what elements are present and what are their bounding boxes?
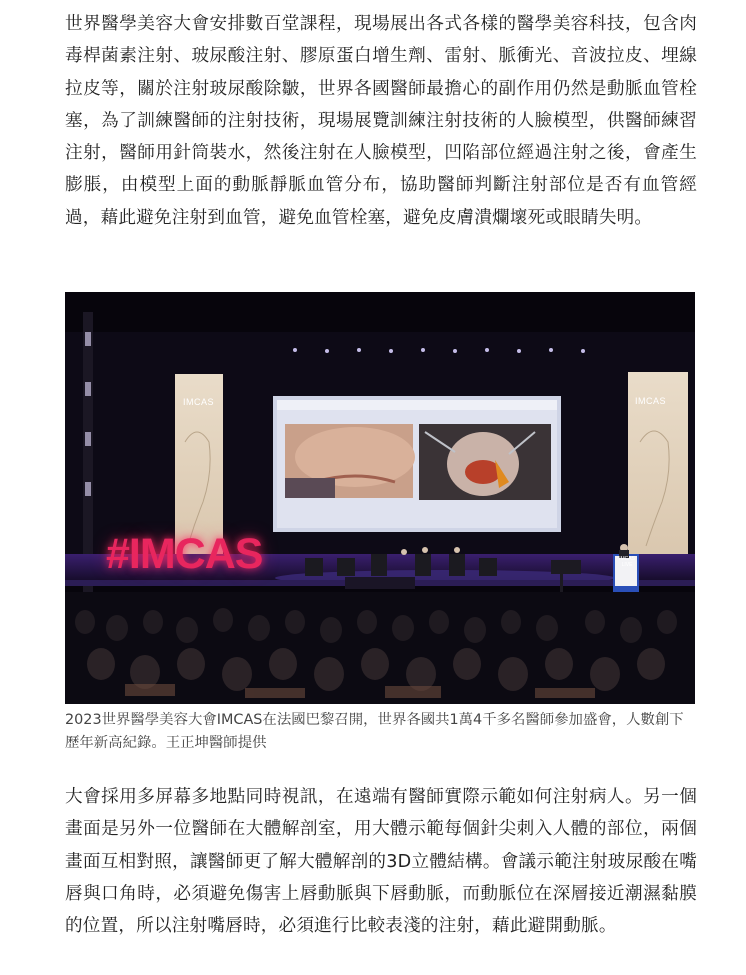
left-banner-label: IMCAS [183, 397, 215, 407]
photo-caption: 2023世界醫學美容大會IMCAS在法國巴黎召開，世界各國共1萬4千多名醫師參加盛會，人數創下歷年新高紀錄。王正坤醫師提供 [65, 712, 684, 751]
imcas-stage-logo: #IMCAS [106, 530, 263, 578]
conference-photo [65, 292, 695, 704]
podium-label: IMCAS LIVE [619, 556, 635, 568]
article-paragraph-1: 世界醫學美容大會安排數百堂課程，現場展出各式各樣的醫學美容科技，包含肉毒桿菌素注射、玻尿酸注射、膠原蛋白增生劑、雷射、脈衝光、音波拉皮、埋線拉皮等，關於注射玻尿酸除皺，世界各國醫師最擔心的副作用仍然是動脈血管栓塞，為了訓練醫師的注射技術，現場展覽訓練注射技術的人臉模型，供醫師練習注射，醫師用針筒裝水，然後注射在人臉模型，凹陷部位經過注射之後，會產生膨脹，由模型上面的動脈靜脈血管分布，協助醫師判斷注射部位是否有血管經過，藉此避免注射到血管，避免血管栓塞，避免皮膚潰爛壞死或眼睛失明。 [65, 14, 697, 228]
conference-hall-scene [65, 292, 695, 704]
right-banner-label: IMCAS [635, 396, 667, 406]
article-paragraph-2: 大會採用多屏幕多地點同時視訊，在遠端有醫師實際示範如何注射病人。另一個畫面是另外一位醫師在大體解剖室，用大體示範每個針尖刺入人體的部位，兩個畫面互相對照，讓醫師更了解大體解剖的3D立體結構。會議示範注射玻尿酸在嘴唇與口角時，必須避免傷害上唇動脈與下唇動脈，而動脈位在深層接近潮濕黏膜的位置，所以注射嘴唇時，必須進行比較表淺的注射，藉此避開動脈。 [65, 787, 697, 937]
